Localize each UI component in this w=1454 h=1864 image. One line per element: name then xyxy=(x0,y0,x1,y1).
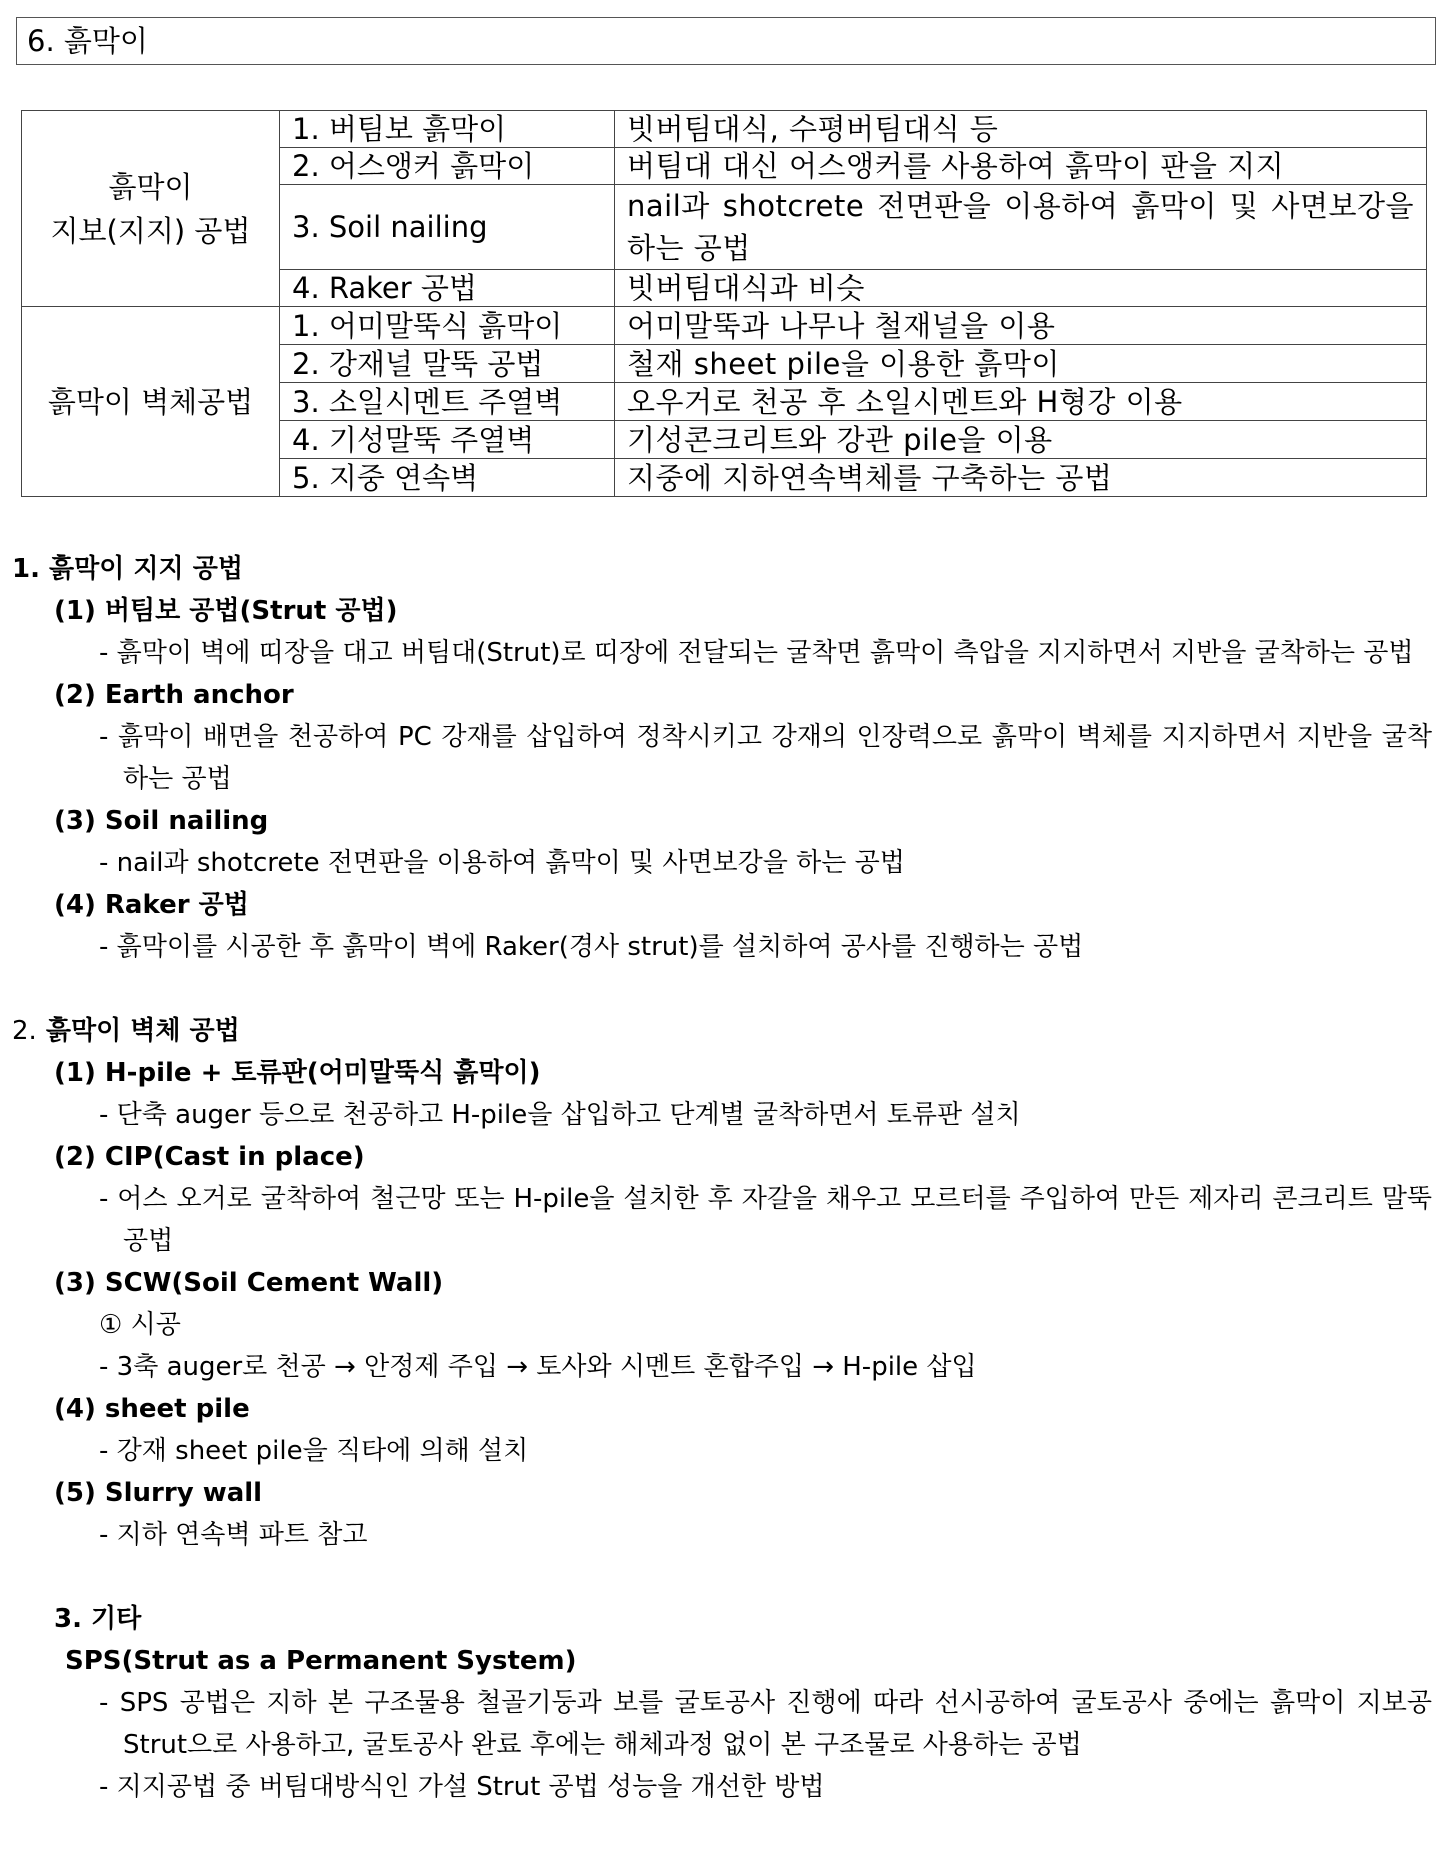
bullet-text: - SPS 공법은 지하 본 구조물용 철골기둥과 보를 굴토공사 진행에 따라 선시공하여 굴토공사 중에는 흙막이 지보공 Strut으로 사용하고, 굴토공사 완료 후에는 해체과정 없이 본 구조물로 사용하는 공법 xyxy=(99,1688,1432,1760)
desc-cell: nail과 shotcrete 전면판을 이용하여 흙막이 및 사면보강을 하는 공법 xyxy=(615,185,1427,270)
bullet-text: - 지하 연속벽 파트 참고 xyxy=(99,1520,368,1550)
subsection-heading: (1) 버팀보 공법(Strut 공법) xyxy=(54,596,398,626)
method-cell: 4. 기성말뚝 주열벽 xyxy=(280,421,615,459)
method-cell: 1. 버팀보 흙막이 xyxy=(280,111,615,148)
section-title: 흙막이 벽체 공법 xyxy=(36,1016,240,1046)
bullet-text: - 어스 오거로 굴착하여 철근망 또는 H-pile을 설치한 후 자갈을 채우고 모르터를 주입하여 만든 제자리 콘크리트 말뚝 공법 xyxy=(99,1184,1432,1256)
desc-cell: 지중에 지하연속벽체를 구축하는 공법 xyxy=(615,459,1427,497)
method-cell: 3. 소일시멘트 주열벽 xyxy=(280,383,615,421)
bullet-text: - 흙막이 배면을 천공하여 PC 강재를 삽입하여 정착시키고 강재의 인장력으로 흙막이 벽체를 지지하면서 지반을 굴착하는 공법 xyxy=(99,722,1432,794)
bullet-text: - 흙막이 벽에 띠장을 대고 버팀대(Strut)로 띠장에 전달되는 굴착면 흙막이 측압을 지지하면서 지반을 굴착하는 공법 xyxy=(99,638,1414,668)
section-heading xyxy=(12,1010,1432,1052)
method-cell: 4. Raker 공법 xyxy=(280,270,615,307)
desc-cell: 철재 sheet pile을 이용한 흙막이 xyxy=(615,345,1427,383)
subsection-heading: SPS(Strut as a Permanent System) xyxy=(65,1646,577,1676)
subsection-heading: (4) sheet pile xyxy=(54,1394,250,1424)
bullet-text: - nail과 shotcrete 전면판을 이용하여 흙막이 및 사면보강을 하는 공법 xyxy=(99,848,905,878)
desc-cell: 어미말뚝과 나무나 철재널을 이용 xyxy=(615,307,1427,345)
category-cell-wall: 흙막이 벽체공법 xyxy=(22,307,280,497)
bullet-text: - 흙막이를 시공한 후 흙막이 벽에 Raker(경사 strut)를 설치하여 공사를 진행하는 공법 xyxy=(99,932,1084,962)
subsection-heading: (3) Soil nailing xyxy=(54,806,269,836)
subsection-heading: (2) CIP(Cast in place) xyxy=(54,1142,365,1172)
desc-cell: 빗버팀대식, 수평버팀대식 등 xyxy=(615,111,1427,148)
bullet-text: - 강재 sheet pile을 직타에 의해 설치 xyxy=(99,1436,529,1466)
document-body xyxy=(12,548,1432,1808)
summary-table xyxy=(21,110,1427,497)
subsection-heading: (5) Slurry wall xyxy=(54,1478,263,1508)
section-heading: 1. 흙막이 지지 공법 xyxy=(12,554,243,584)
bullet-text: - 지지공법 중 버팀대방식인 가설 Strut 공법 성능을 개선한 방법 xyxy=(99,1772,825,1802)
method-cell: 2. 어스앵커 흙막이 xyxy=(280,148,615,185)
desc-cell: 빗버팀대식과 비슷 xyxy=(615,270,1427,307)
bullet-text: - 3축 auger로 천공 → 안정제 주입 → 토사와 시멘트 혼합주입 → H-pile 삽입 xyxy=(99,1352,977,1382)
category-cell-support: 흙막이 지보(지지) 공법 xyxy=(22,111,280,307)
method-cell: 5. 지중 연속벽 xyxy=(280,459,615,497)
section-number: 2. xyxy=(12,1016,37,1046)
method-cell: 3. Soil nailing xyxy=(280,185,615,270)
bullet-text: - 단축 auger 등으로 천공하고 H-pile을 삽입하고 단계별 굴착하면서 토류판 설치 xyxy=(99,1100,1021,1130)
method-cell: 1. 어미말뚝식 흙막이 xyxy=(280,307,615,345)
desc-cell: 버팀대 대신 어스앵커를 사용하여 흙막이 판을 지지 xyxy=(615,148,1427,185)
desc-cell: 오우거로 천공 후 소일시멘트와 H형강 이용 xyxy=(615,383,1427,421)
numbered-item: ① 시공 xyxy=(99,1310,181,1340)
desc-cell: 기성콘크리트와 강관 pile을 이용 xyxy=(615,421,1427,459)
subsection-heading: (2) Earth anchor xyxy=(54,680,294,710)
page-title: 6. 흙막이 xyxy=(16,17,1436,65)
subsection-heading: (3) SCW(Soil Cement Wall) xyxy=(54,1268,444,1298)
method-cell: 2. 강재널 말뚝 공법 xyxy=(280,345,615,383)
subsection-heading: (4) Raker 공법 xyxy=(54,890,249,920)
section-heading: 3. 기타 xyxy=(54,1604,142,1634)
subsection-heading: (1) H-pile + 토류판(어미말뚝식 흙막이) xyxy=(54,1058,541,1088)
